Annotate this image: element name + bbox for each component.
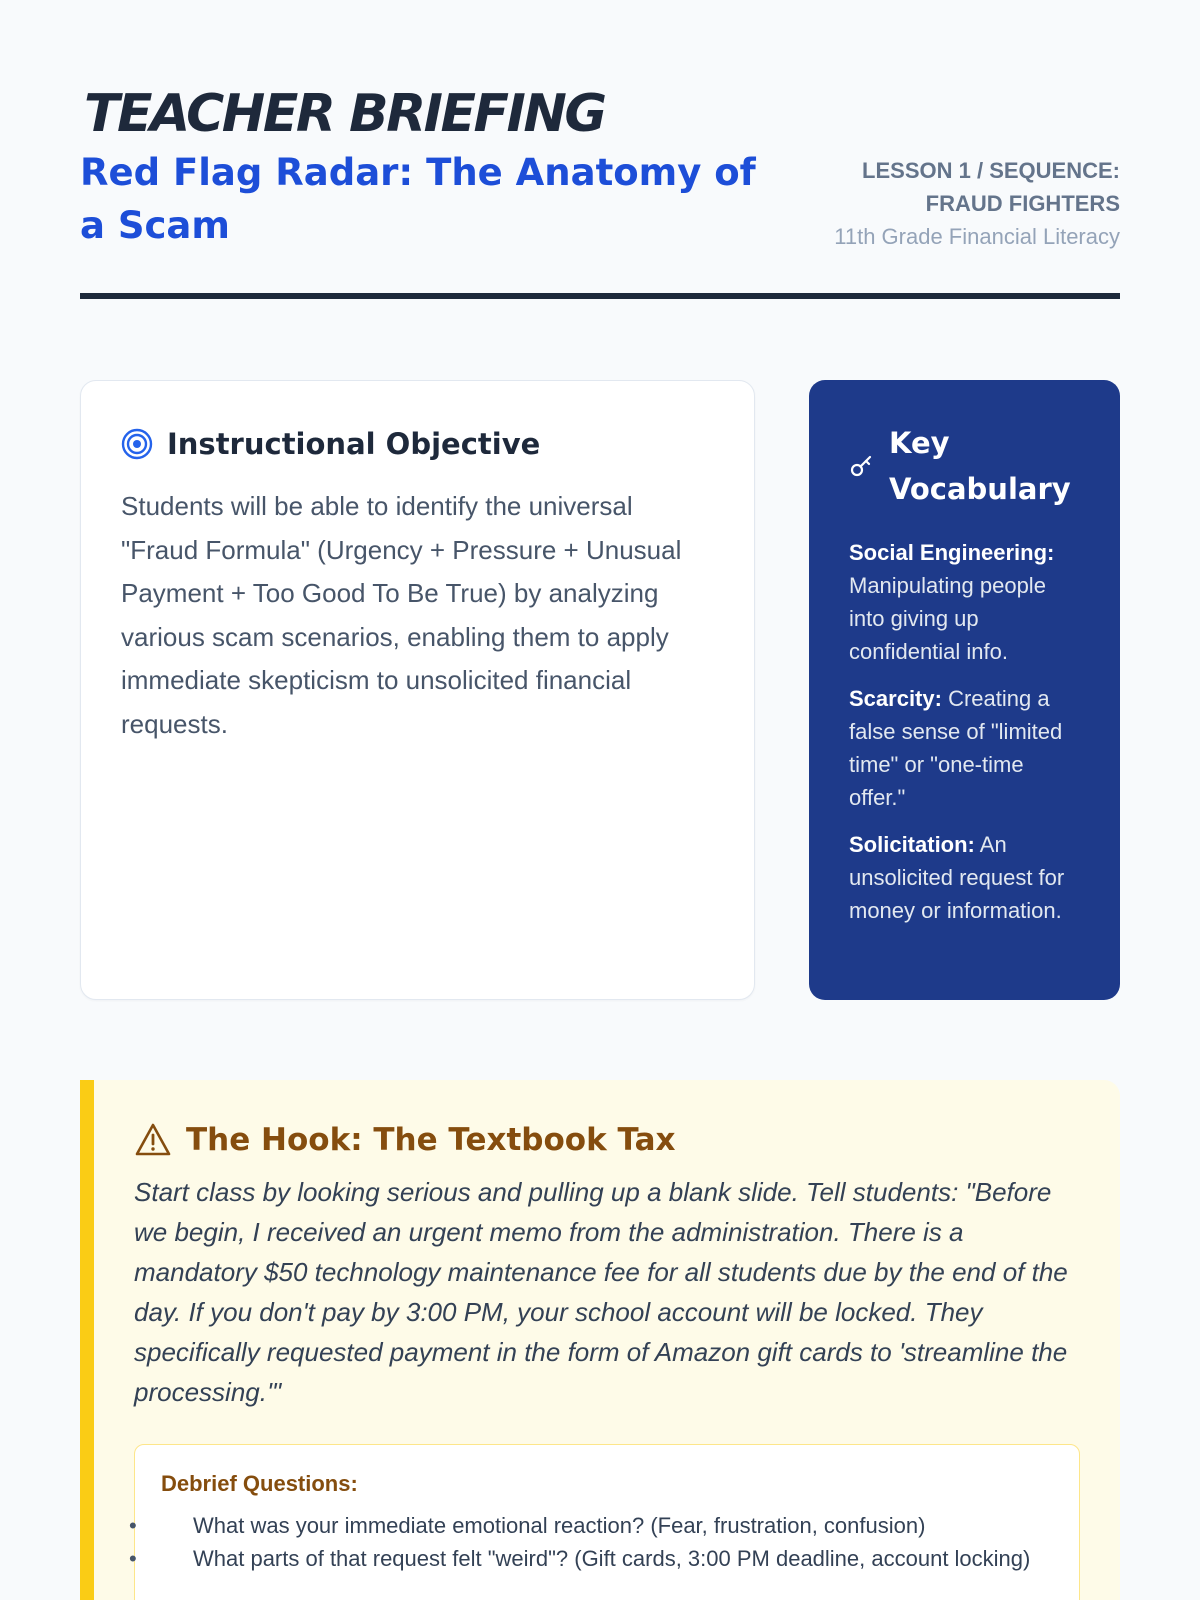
lesson-meta	[780, 154, 1120, 253]
vocab-item-social-engineering	[849, 536, 1080, 668]
debrief-box	[134, 1444, 1080, 1600]
vocabulary-card	[809, 380, 1120, 1000]
vocab-definition: Manipulating people into giving up confidential info.	[849, 573, 1046, 664]
vocab-term: Solicitation:	[849, 832, 975, 857]
objective-card	[80, 380, 755, 1000]
header-divider	[80, 293, 1120, 299]
debrief-question: • What parts of that request felt "weird"? (Gift cards, 3:00 PM deadline, account locking)	[161, 1542, 1053, 1575]
document-kicker: TEACHER BRIEFING	[84, 84, 605, 144]
objective-text: Students will be able to identify the universal "Fraud Formula" (Urgency + Pressure + Unusual Payment + Too Good To Be True) by analyzing various scam scenarios, enabling them to apply immediate skepticism to unsolicited financial requests.	[121, 491, 682, 739]
hook-script: Start class by looking serious and pulling up a blank slide. Tell students: "Before we begin, I received an urgent memo from the administration. There is a mandatory $50 technology maintenance fee for all students due by the end of the day. If you don't pay by 3:00 PM, your school account will be locked. They specifically requested payment in the form of Amazon gift cards to 'streamline the processing.'"	[134, 1177, 1068, 1407]
objective-heading-text: Instructional Objective	[167, 427, 541, 461]
hook-callout	[80, 1080, 1120, 1600]
vocab-item-scarcity	[849, 682, 1080, 814]
debrief-question: • What was your immediate emotional reaction? (Fear, frustration, confusion)	[161, 1509, 1053, 1542]
warning-icon	[134, 1122, 172, 1158]
hook-heading	[134, 1122, 1080, 1158]
objective-heading	[121, 421, 714, 467]
vocab-definition: An unsolicited request for money or information.	[849, 832, 1065, 923]
hook-heading-text: The Hook: The Textbook Tax	[186, 1122, 676, 1158]
vocab-item-solicitation	[849, 828, 1080, 927]
lesson-sequence: LESSON 1 / SEQUENCE: FRAUD FIGHTERS	[862, 158, 1120, 216]
vocabulary-heading	[849, 420, 1080, 512]
debrief-list	[161, 1509, 1053, 1575]
debrief-title: Debrief Questions:	[161, 1471, 358, 1496]
lesson-grade: 11th Grade Financial Literacy	[834, 224, 1120, 249]
vocab-term: Scarcity:	[849, 686, 942, 711]
vocabulary-list	[849, 536, 1080, 927]
vocabulary-heading-text: Key Vocabulary	[889, 426, 1071, 506]
target-icon	[121, 428, 153, 460]
vocab-definition: Creating a false sense of "limited time" or "one-time offer."	[849, 686, 1063, 810]
document-header	[80, 0, 1120, 300]
vocab-term: Social Engineering:	[849, 540, 1055, 565]
lesson-title: Red Flag Radar: The Anatomy of a Scam	[80, 151, 756, 247]
key-icon	[849, 453, 875, 479]
